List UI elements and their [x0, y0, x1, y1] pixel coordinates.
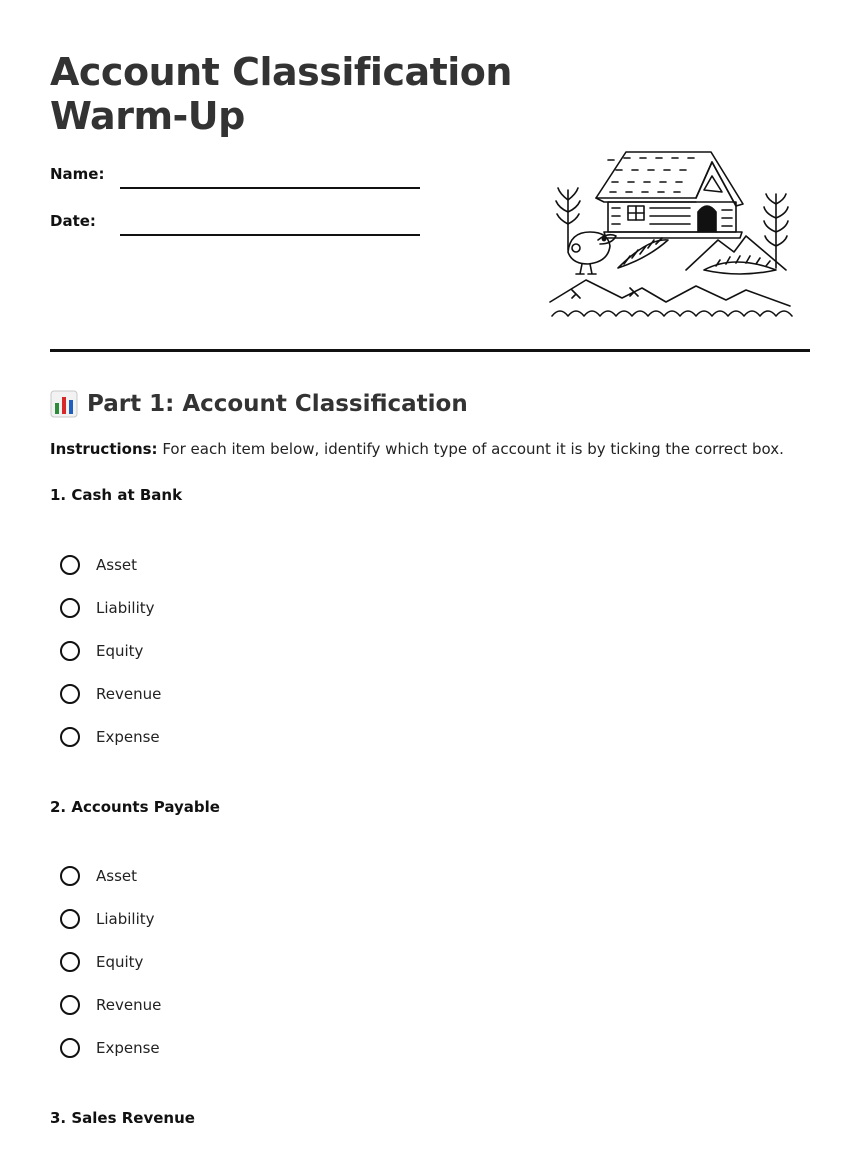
- option-liability[interactable]: [60, 907, 155, 931]
- radio-button[interactable]: [60, 727, 80, 747]
- instructions-text: For each item below, identify which type of account it is by ticking the correct box.: [162, 440, 784, 458]
- option-revenue[interactable]: [60, 993, 161, 1017]
- date-label: Date:: [50, 212, 96, 230]
- radio-button[interactable]: [60, 598, 80, 618]
- radio-button[interactable]: [60, 684, 80, 704]
- option-revenue[interactable]: [60, 682, 161, 706]
- page-title: Account Classification Warm-Up: [50, 50, 512, 138]
- option-equity[interactable]: [60, 950, 143, 974]
- option-expense[interactable]: [60, 1036, 160, 1060]
- option-asset[interactable]: [60, 553, 137, 577]
- question-title: 1. Cash at Bank: [50, 486, 183, 504]
- radio-button[interactable]: [60, 952, 80, 972]
- option-label: Equity: [96, 642, 144, 660]
- option-label: Asset: [96, 556, 138, 574]
- question-title: 2. Accounts Payable: [50, 798, 220, 816]
- option-equity[interactable]: [60, 639, 143, 663]
- option-label: Liability: [96, 599, 155, 617]
- option-asset[interactable]: [60, 864, 137, 888]
- option-label: Liability: [96, 910, 155, 928]
- radio-button[interactable]: [60, 555, 80, 575]
- instructions: [50, 440, 820, 458]
- section-divider: [50, 349, 810, 352]
- radio-button[interactable]: [60, 909, 80, 929]
- date-field[interactable]: [120, 234, 420, 236]
- option-expense[interactable]: [60, 725, 160, 749]
- radio-button[interactable]: [60, 866, 80, 886]
- option-label: Expense: [96, 1039, 160, 1057]
- option-label: Expense: [96, 728, 160, 746]
- hut-village-illustration: [546, 140, 796, 318]
- radio-button[interactable]: [60, 995, 80, 1015]
- option-liability[interactable]: [60, 596, 155, 620]
- section-heading: [50, 386, 468, 422]
- radio-button[interactable]: [60, 641, 80, 661]
- radio-button[interactable]: [60, 1038, 80, 1058]
- option-label: Equity: [96, 953, 144, 971]
- name-field[interactable]: [120, 187, 420, 189]
- bar-chart-icon: [50, 390, 78, 418]
- section-heading-text: Part 1: Account Classification: [87, 391, 468, 417]
- name-label: Name:: [50, 165, 105, 183]
- option-label: Revenue: [96, 685, 162, 703]
- option-label: Asset: [96, 867, 138, 885]
- option-label: Revenue: [96, 996, 162, 1014]
- instructions-label: Instructions:: [50, 440, 158, 458]
- question-title: 3. Sales Revenue: [50, 1109, 195, 1127]
